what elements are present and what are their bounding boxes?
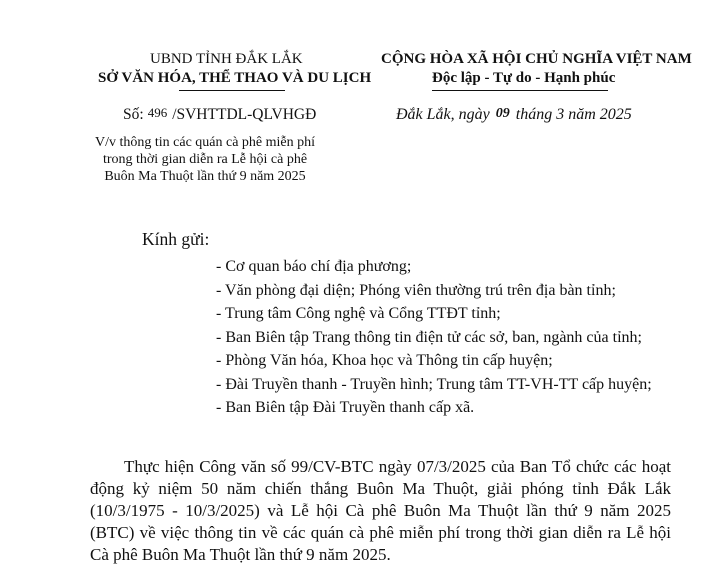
date-prefix: Đắk Lắk, ngày: [396, 106, 490, 123]
body-paragraph: Thực hiện Công văn số 99/CV-BTC ngày 07/3/2025 của Ban Tổ chức các hoạt động kỷ niệm 50 năm chiến thắng Buôn Ma Thuột, giải phóng tỉnh Đắk Lắk (10/3/1975 - 10/3/2025) và Lễ hội Cà phê Buôn Ma Thuột lần thứ 9 năm 2025 (BTC) về việc thông tin về các quán cà phê miễn phí trong thời gian diễn ra Lễ hội Cà phê Buôn Ma Thuột lần thứ 9 năm 2025.: [90, 457, 671, 564]
recipient-list: [216, 255, 652, 420]
subject-line: trong thời gian diễn ra Lễ hội cà phê: [102, 152, 308, 167]
document-subject: [60, 134, 350, 185]
document-number-suffix: /SVHTTDL-QLVHGĐ: [172, 106, 317, 123]
date-suffix: tháng 3 năm 2025: [515, 106, 632, 123]
document-number: [123, 106, 316, 124]
issuing-department: SỞ VĂN HÓA, THỂ THAO VÀ DU LỊCH: [98, 70, 372, 86]
date-day: 09: [495, 106, 510, 121]
recipient-item: - Văn phòng đại diện; Phóng viên thường trú trên địa bàn tỉnh;: [216, 281, 616, 299]
recipient-item: - Trung tâm Công nghệ và Cổng TTĐT tỉnh;: [216, 305, 501, 322]
issuing-agency: UBND TỈNH ĐẮK LẮK: [150, 51, 303, 67]
national-title: CỘNG HÒA XÃ HỘI CHỦ NGHĨA VIỆT NAM: [381, 51, 692, 67]
department-underline: [179, 90, 285, 91]
subject-line: Buôn Ma Thuột lần thứ 9 năm 2025: [104, 169, 306, 184]
recipient-item: - Ban Biên tập Đài Truyền thanh cấp xã.: [216, 399, 475, 416]
document-number-value: 496: [147, 105, 168, 120]
subject-line: V/v thông tin các quán cà phê miễn phí: [94, 135, 316, 150]
recipient-item: - Phòng Văn hóa, Khoa học và Thông tin cấp huyện;: [216, 352, 553, 369]
recipient-item: - Đài Truyền thanh - Truyền hình; Trung tâm TT-VH-TT cấp huyện;: [216, 375, 652, 393]
document-number-label: Số:: [123, 106, 144, 123]
greeting: Kính gửi:: [142, 229, 210, 249]
recipient-item: - Ban Biên tập Trang thông tin điện tử các sở, ban, ngành của tỉnh;: [216, 328, 642, 346]
national-motto: Độc lập - Tự do - Hạnh phúc: [432, 70, 616, 86]
document-date: [396, 106, 632, 124]
recipient-item: - Cơ quan báo chí địa phương;: [216, 258, 412, 275]
motto-underline: [432, 90, 608, 91]
